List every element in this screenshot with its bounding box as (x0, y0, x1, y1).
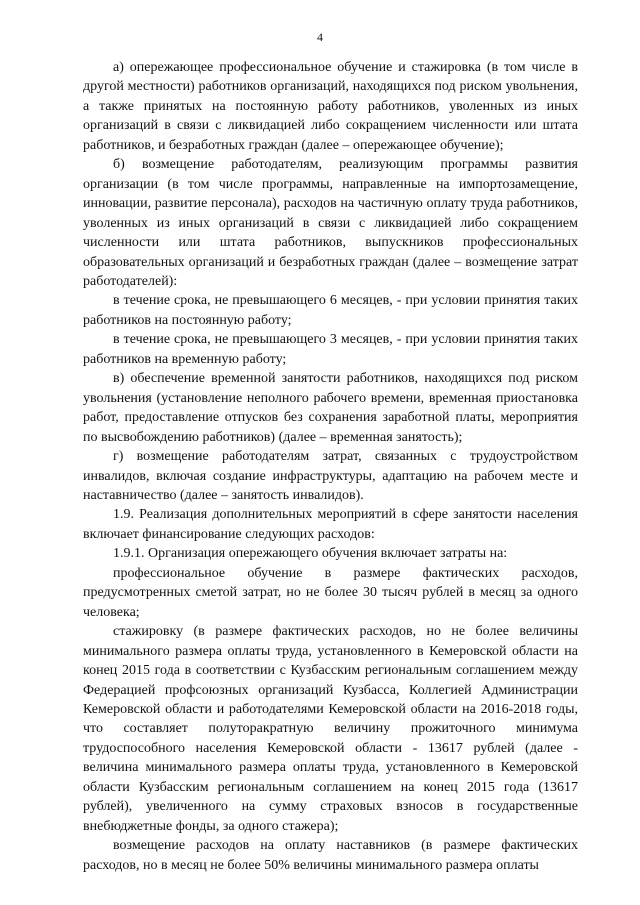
paragraph-mentors: возмещение расходов на оплату наставников (в размере фактических расходов, но в месяц не более 50% величины минимального размера оплаты (83, 838, 578, 873)
paragraph-a-advanced-training: а) опережающее профессиональное обучение и стажировка (в том числе в другой местности) работников организаций, находящихся под риском увольнения, а также принятых на постоянную работу работников, уволенных из иных организаций в связи с ликвидацией либо сокращением численности или штата работников, и безработных граждан (далее – опережающее обучение); (83, 60, 578, 153)
paragraph-internship: стажировку (в размере фактических расходов, но не более величины минимального размера оплаты труда, установленного в Кемеровской области на конец 2015 года в соответствии с Кузбасским региональным соглашением между Федерацией профсоюзных организаций Кузбасса, Коллегией Администрации Кемеровской области и работодателями Кемеровской области на 2016-2018 годы, что составляет полуторакратную величину прожиточного минимума трудоспособного населения Кемеровской области - 13617 рублей (далее - величина минимального размера оплаты труда, установленного в Кемеровской области Кузбасским региональным соглашением на конец 2015 года (13617 рублей), увеличенного на сумму страховых взносов в государственные внебюджетные фонды, за одного стажера); (83, 624, 578, 834)
paragraph-term-6-months: в течение срока, не превышающего 6 месяцев, - при условии принятия таких работников на постоянную работу; (83, 293, 578, 328)
page-number: 4 (317, 30, 323, 44)
document-body (83, 58, 578, 875)
paragraph-c-temporary-employment: в) обеспечение временной занятости работников, находящихся под риском увольнения (установление неполного рабочего времени, временная приостановка работ, предоставление отпусков без сохранения заработной платы, мероприятия по высвобождению работников) (далее – временная занятость); (83, 371, 578, 445)
paragraph-term-3-months: в течение срока, не превышающего 3 месяцев, - при условии принятия таких работников на временную работу; (83, 332, 578, 367)
paragraph-professional-training: профессиональное обучение в размере фактических расходов, предусмотренных сметой затрат, но не более 30 тысяч рублей в месяц за одного человека; (83, 565, 578, 620)
paragraph-b-employer-reimbursement: б) возмещение работодателям, реализующим программы развития организации (в том числе программы, направленные на импортозамещение, инновации, развитие персонала), расходов на частичную оплату труда работников, уволенных из иных организаций в связи с ликвидацией либо сокращением численности или штата работников, выпускников профессиональных образовательных организаций и безработных граждан (далее – возмещение затрат работодателей): (83, 157, 578, 289)
paragraph-1-9: 1.9. Реализация дополнительных мероприятий в сфере занятости населения включает финансирование следующих расходов: (83, 507, 578, 542)
paragraph-d-disabled-employment: г) возмещение работодателям затрат, связанных с трудоустройством инвалидов, включая создание инфраструктуры, адаптацию на рабочем месте и наставничество (далее – занятость инвалидов). (83, 449, 578, 503)
paragraph-1-9-1: 1.9.1. Организация опережающего обучения включает затраты на: (113, 546, 508, 562)
